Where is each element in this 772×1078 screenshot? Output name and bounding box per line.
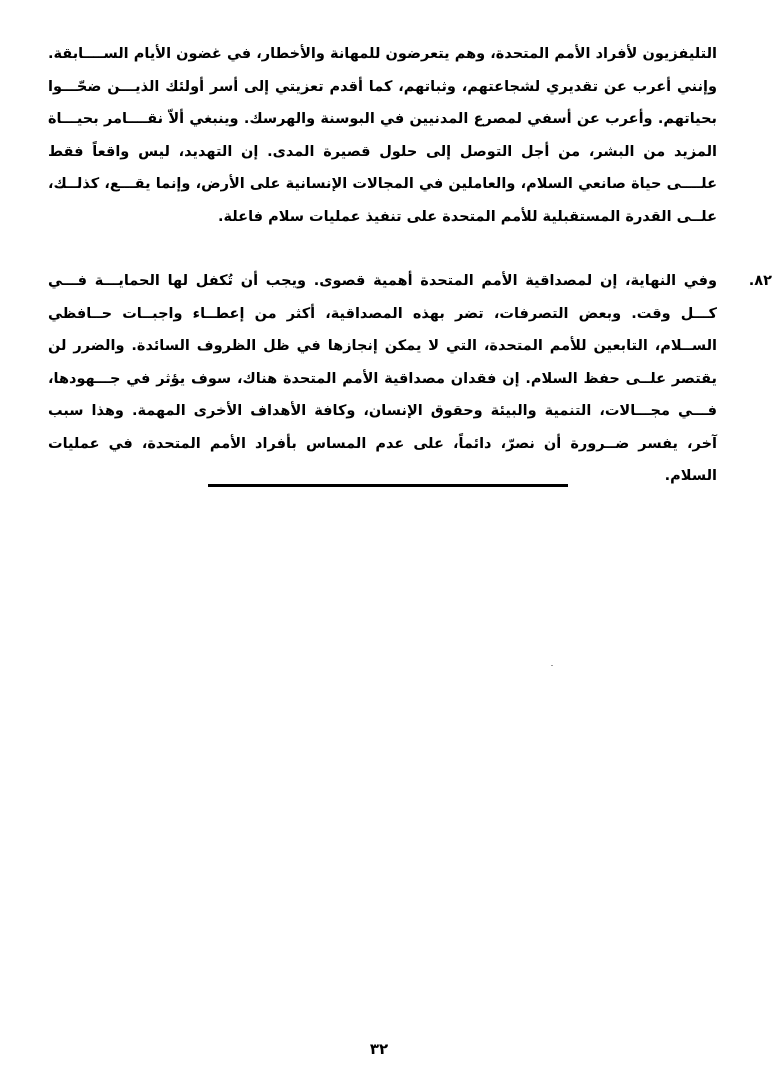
- footnote-separator-rule: [208, 484, 568, 487]
- paragraph-number: ٨٢.: [748, 273, 772, 289]
- page-number: ٣٢: [369, 1040, 389, 1058]
- paragraph-continued: التليفزيون لأفراد الأمم المتحدة، وهم يتعرضون للمهانة والأخطار، في غضون الأيام الســــابقة. وإنني أعرب عن تقديري لشجاعتهم، وثباتهم، كما أقدم تعزيتي إلى أسر أولئك الذيـــن ضحّـــوا بحياتهم. وأعرب عن أسفي لمصرع المدنيين في البوسنة والهرسك. وينبغي ألاّ نقــــامر بحيـــاة المزيد من البشر، من أجل التوصل إلى حلول قصيرة المدى. إن التهديد، ليس واقعاً فقط علــــى حياة صانعي السلام، والعاملين في المجالات الإنسانية على الأرض، وإنما يقـــع، كذلــك، علــى القدرة المستقبلية للأمم المتحدة على تنفيذ عمليات سلام فاعلة.: [48, 46, 717, 225]
- scan-speck: [551, 665, 553, 666]
- paragraph-82: [48, 265, 772, 493]
- paragraph-82-text: وفي النهاية، إن لمصداقية الأمم المتحدة أهمية قصوى. ويجب أن تُكفل لها الحمايـــة فـــي كـــل وقت. وبعض التصرفات، تضر بهذه المصداقية، أكثر من إعطــاء واجبــات حــافظي الســلام، التابعين للأمم المتحدة، التي لا يمكن إنجازها في ظل الظروف السائدة. والضرر لن يقتصر علــى حفظ السلام. إن فقدان مصداقية الأمم المتحدة هناك، سوف يؤثر في جـــهودها، فـــي مجـــالات، التنمية والبيئة وحقوق الإنسان، وكافة الأهداف الأخرى المهمة. وهذا سبب آخر، يفسر ضــرورة أن نصرّ، دائماً، على عدم المساس بأفراد الأمم المتحدة، في عمليات السلام.: [48, 273, 717, 484]
